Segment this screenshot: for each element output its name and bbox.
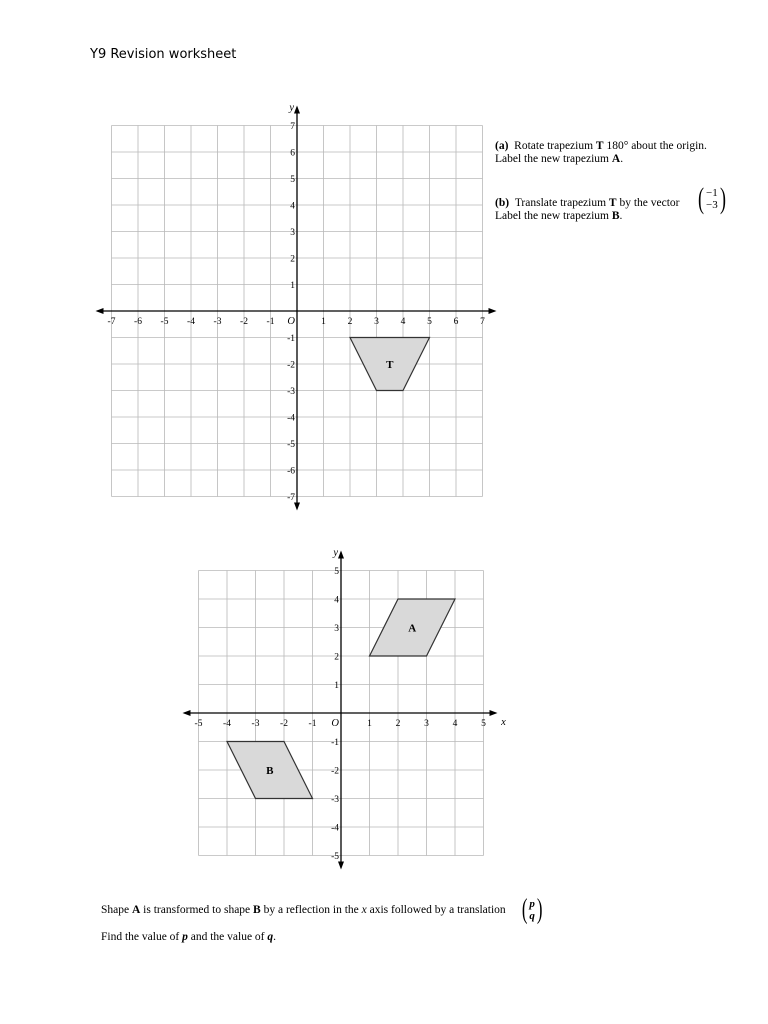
grid2-origin-label: O (331, 718, 339, 729)
grid2-x-tick-label: 5 (481, 719, 486, 729)
grid1-arrow-right-icon (489, 308, 497, 314)
grid1-y-axis-label: y (289, 102, 294, 114)
grid2-arrow-left-icon (183, 710, 191, 716)
grid1-x-tick-label: 3 (374, 317, 379, 327)
grid2-y-tick-label: 4 (334, 595, 339, 606)
grid2-x-tick-label: -2 (280, 719, 288, 729)
part-b-shape: T (608, 197, 617, 209)
grid1-origin-label: O (287, 316, 295, 327)
q2-axis: x (361, 904, 367, 916)
grid1-x-tick-label: 4 (400, 317, 406, 327)
grid1-y-tick-label: 6 (290, 148, 295, 159)
grid1-y-tick-label: 5 (290, 175, 295, 185)
grid1-x-tick-label: -6 (134, 317, 142, 327)
part-a-text-1: Rotate trapezium (514, 140, 596, 152)
grid1-y-tick-label: -4 (287, 413, 295, 424)
grid1-arrow-up-icon (294, 106, 300, 114)
grid2-x-tick-label: -3 (251, 719, 260, 729)
grid2-x-tick-label: 3 (424, 719, 429, 729)
grid2-y-tick-label: -3 (331, 795, 339, 805)
part-b-text-4: . (619, 210, 623, 222)
grid2-arrow-down-icon (338, 862, 344, 870)
grid1-x-tick-label: 1 (321, 317, 326, 327)
q2-text-6: and the value of (187, 931, 268, 943)
grid2-x-tick-label: 2 (395, 719, 401, 729)
q2-shape-a: A (131, 904, 141, 916)
grid2-arrow-right-icon (490, 710, 498, 716)
grid1-arrow-down-icon (294, 503, 300, 511)
grid1-x-tick-label: -4 (187, 317, 195, 327)
question-2-line-2 (101, 931, 276, 944)
grid2-arrow-up-icon (338, 551, 344, 559)
grid2-y-tick-label: 3 (334, 624, 339, 634)
question-part-a (495, 140, 707, 166)
grid1-x-tick-label: 6 (453, 317, 459, 327)
grid2-y-tick-label: 2 (334, 652, 339, 663)
grid1-y-tick-label: -5 (287, 440, 295, 450)
grid2-y-tick-label: -1 (331, 738, 339, 748)
grid2-x-tick-label: -1 (308, 719, 317, 729)
q2-text-7: . (273, 931, 277, 943)
q2-text-2: is transformed to shape (140, 904, 254, 916)
parallelogram-b-label: B (266, 765, 274, 777)
part-a-text-3: Label the new trapezium (495, 153, 612, 165)
worksheet-title: Y9 Revision worksheet (90, 47, 237, 62)
vector-b: ( −1 −3 ) (698, 182, 726, 215)
grid1-y-tick-label: -1 (287, 334, 295, 344)
q2-p: p (182, 931, 188, 943)
part-a-label: A (611, 153, 621, 165)
grid1-y-tick-label: 1 (290, 281, 295, 291)
vector-pq: ( p q ) (521, 894, 543, 925)
question-2-line-1 (101, 904, 506, 917)
part-a-text-2: 180° about the origin. (603, 140, 707, 152)
grid2-x-tick-label: -5 (194, 719, 203, 729)
grid2-y-tick-label: -4 (331, 823, 339, 834)
vector-b-top: −1 (706, 187, 718, 199)
grid2-y-axis-label: y (333, 547, 338, 559)
grid1-y-tick-label: -3 (287, 387, 295, 397)
grid1-x-tick-label: -3 (213, 317, 222, 327)
q2-text-3: by a reflection in the (260, 904, 362, 916)
question-part-b (495, 197, 680, 223)
grid1-y-tick-label: -6 (287, 466, 295, 477)
grid2-y-tick-label: -2 (331, 766, 339, 777)
q2-text-5: Find the value of (101, 931, 183, 943)
grid1-x-tick-label: 5 (427, 317, 432, 327)
grid2-y-tick-label: 1 (334, 681, 339, 691)
vector-b-bottom: −3 (706, 199, 718, 211)
vector-q: q (529, 910, 535, 922)
grid1-x-tick-label: 7 (480, 317, 485, 327)
part-b-text-3: Label the new trapezium (495, 210, 612, 222)
q2-text-1: Shape (101, 904, 132, 916)
grid1-y-tick-label: 7 (290, 122, 295, 132)
trapezium-t-label: T (386, 359, 394, 371)
grid1-x-tick-label: -7 (107, 317, 116, 327)
vector-p: p (529, 898, 535, 910)
grid1-y-tick-label: -2 (287, 360, 295, 371)
part-b-prefix: (b) (495, 197, 510, 209)
grid1-arrow-left-icon (96, 308, 104, 314)
parallelogram-a-label: A (408, 622, 417, 635)
grid1-y-tick-label: 3 (290, 228, 295, 238)
q2-text-4: axis followed by a translation (366, 904, 506, 916)
part-a-shape: T (595, 140, 604, 152)
q2-shape-b: B (253, 904, 261, 916)
part-a-text-4: . (620, 153, 624, 165)
grid2-x-tick-label: 4 (452, 719, 458, 729)
grid2-y-tick-label: 5 (334, 567, 339, 577)
grid2-y-tick-label: -5 (331, 852, 339, 862)
grid1-y-tick-label: -7 (287, 493, 295, 503)
grid1-x-tick-label: -2 (240, 317, 248, 327)
part-b-label: B (611, 210, 620, 222)
grid1-y-tick-label: 4 (290, 201, 295, 212)
part-a-prefix: (a) (495, 140, 509, 152)
grid1-y-tick-label: 2 (290, 254, 295, 265)
grid2-x-axis-label: x (501, 717, 506, 728)
grid2-x-tick-label: 1 (367, 719, 372, 729)
grid2-x-tick-label: -4 (223, 719, 231, 729)
part-b-text-2: by the vector (616, 197, 680, 209)
q2-q: q (267, 931, 274, 943)
part-b-text-1: Translate trapezium (514, 197, 609, 209)
grid1-x-tick-label: 2 (347, 317, 353, 327)
grid1-x-tick-label: -1 (266, 317, 275, 327)
grid1-x-tick-label: -5 (160, 317, 169, 327)
